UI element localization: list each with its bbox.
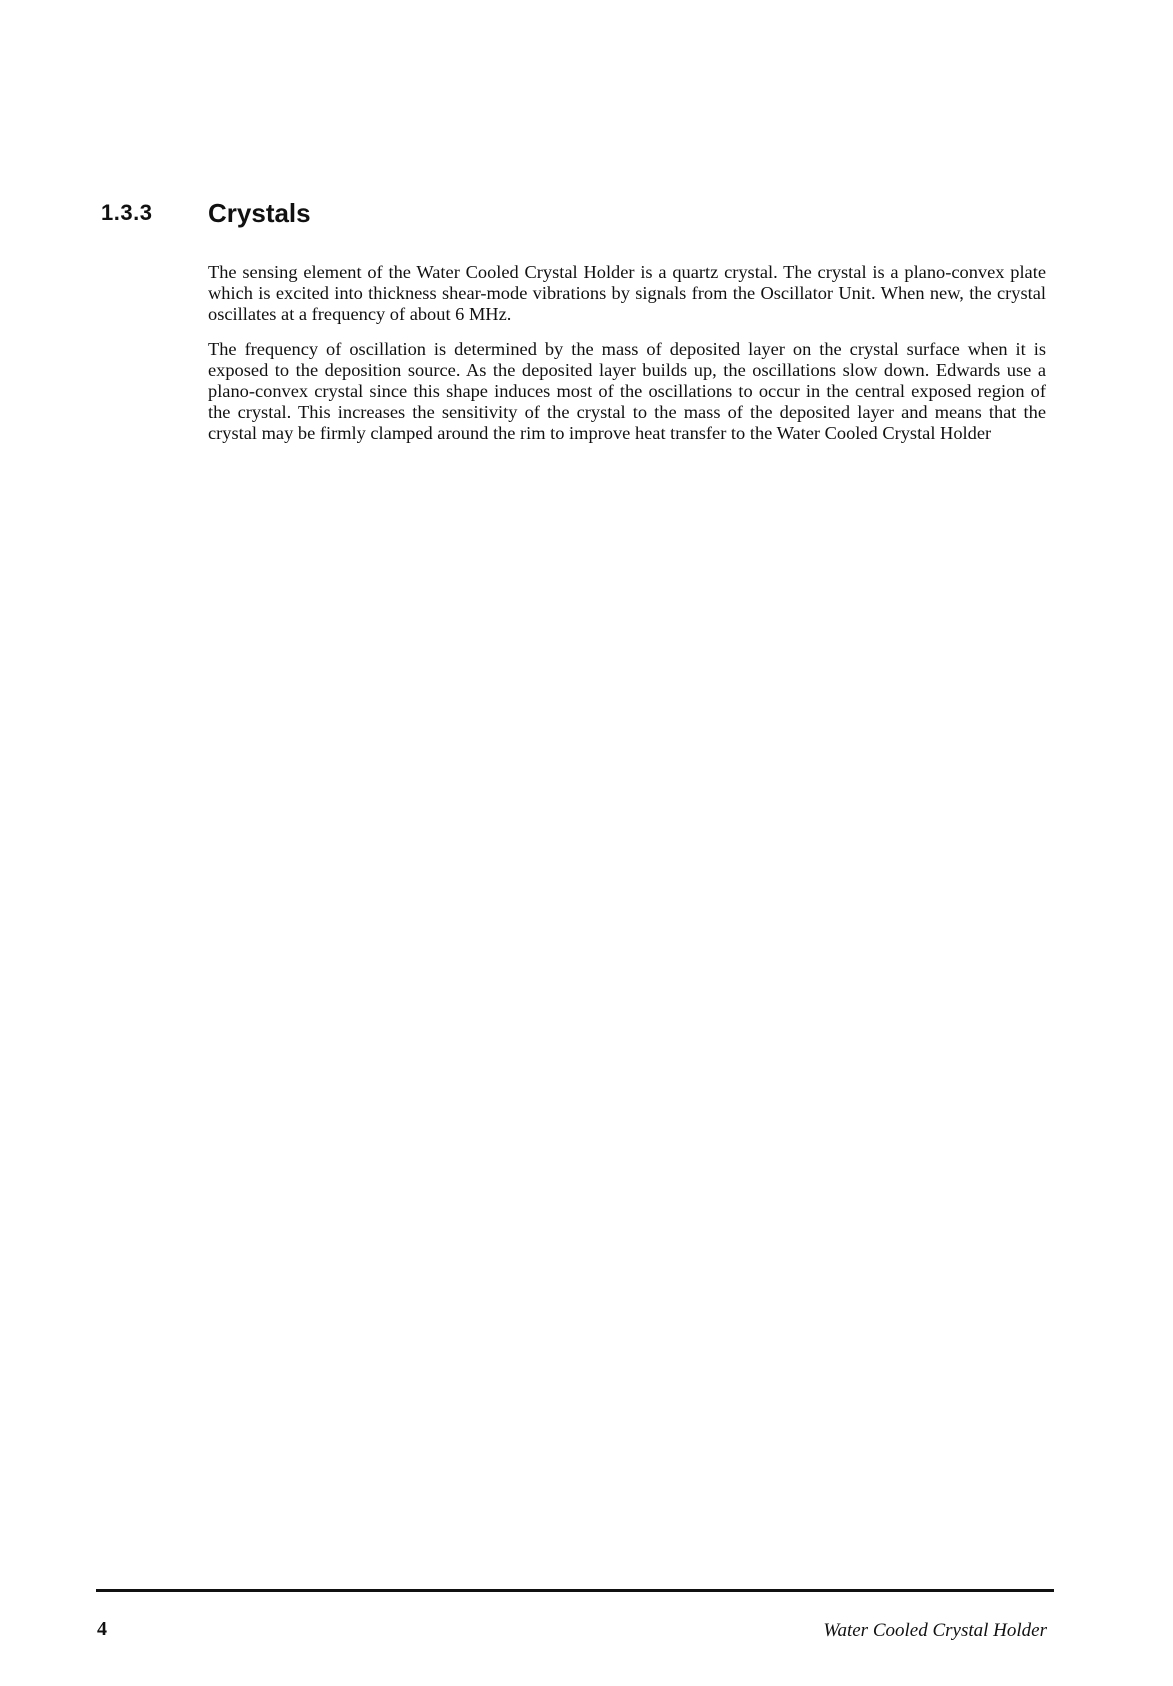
section-heading (101, 200, 1001, 234)
section-body (208, 262, 1046, 458)
footer-divider (96, 1589, 1054, 1592)
section-number: 1.3.3 (101, 200, 153, 225)
paragraph-oscillation-frequency: The frequency of oscillation is determined by the mass of deposited layer on the crystal surface when it is exposed to the deposition source. As the deposited layer builds up, the oscillations slow down. Edwards use a plano-convex crystal since this shape induces most of the oscillations to occur in the central exposed region of the crystal. This increases the sensitivity of the crystal to the mass of the deposited layer and means that the crystal may be firmly clamped around the rim to improve heat transfer to the Water Cooled Crystal Holder (208, 339, 1046, 443)
section-title: Crystals (208, 198, 311, 228)
running-title: Water Cooled Crystal Holder (823, 1620, 1047, 1641)
paragraph-crystal-description: The sensing element of the Water Cooled Crystal Holder is a quartz crystal. The crystal is a plano-convex plate which is excited into thickness shear-mode vibrations by signals from the Oscillator Unit. When new, the crystal oscillates at a frequency of about 6 MHz. (208, 262, 1046, 324)
page-number: 4 (97, 1618, 107, 1640)
